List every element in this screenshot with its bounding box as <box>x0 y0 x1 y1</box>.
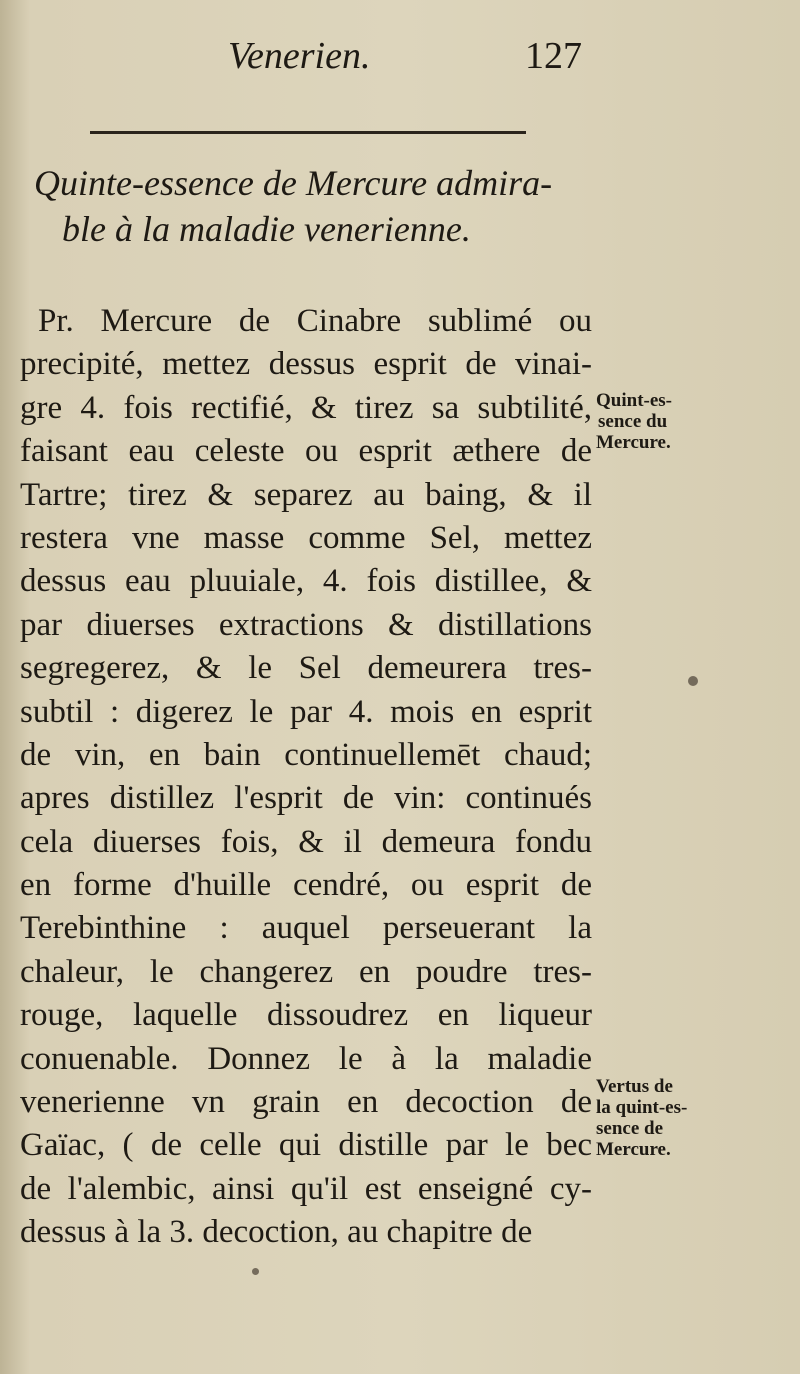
body-line: gre 4. fois rectifié, & tirez sa subtilité, <box>20 389 592 426</box>
body-line: chaleur, le changerez en poudre tres- <box>20 953 592 990</box>
ink-spot <box>688 676 698 686</box>
margin-note-line: Mercure. <box>596 432 671 453</box>
body-line: Tartre; tirez & separez au baing, & il <box>20 476 592 513</box>
margin-note-line: Vertus de <box>596 1076 673 1097</box>
body-line: conuenable. Donnez le à la maladie <box>20 1040 592 1077</box>
body-line: faisant eau celeste ou esprit æthere de <box>20 433 592 470</box>
body-line: apres distillez l'esprit de vin: continués <box>20 780 592 817</box>
section-title <box>34 160 614 252</box>
margin-note-quintessence <box>596 390 796 453</box>
running-head-title: Venerien. <box>228 35 371 77</box>
page-number: 127 <box>525 35 582 77</box>
body-line: restera vne masse comme Sel, mettez <box>20 519 592 556</box>
section-title-line-2: ble à la maladie venerienne. <box>62 209 471 249</box>
body-line: Terebinthine : auquel perseuerant la <box>20 910 592 947</box>
body-line: cela diuerses fois, & il demeura fondu <box>20 823 592 860</box>
body-line: dessus eau pluuiale, 4. fois distillee, & <box>20 563 592 600</box>
ink-spot <box>252 1268 259 1275</box>
body-line: de vin, en bain continuellemēt chaud; <box>20 736 592 773</box>
body-line: segregerez, & le Sel demeurera tres- <box>20 650 592 687</box>
running-head <box>0 28 800 88</box>
body-line: Gaïac, ( de celle qui distille par le bec <box>20 1127 592 1164</box>
header-rule <box>90 131 526 134</box>
body-text <box>20 300 592 1255</box>
body-line: en forme d'huille cendré, ou esprit de <box>20 867 592 904</box>
body-line: dessus à la 3. decoction, au chapitre de <box>20 1214 533 1251</box>
body-line: Pr. Mercure de Cinabre sublimé ou <box>38 303 592 339</box>
margin-note-line: la quint-es- <box>596 1097 688 1118</box>
margin-note-line: sence de <box>596 1118 664 1139</box>
margin-note-line: Mercure. <box>596 1139 671 1160</box>
body-line: venerienne vn grain en decoction de <box>20 1084 592 1121</box>
body-line: de l'alembic, ainsi qu'il est enseigné cy- <box>20 1170 592 1207</box>
margin-note-vertus <box>596 1076 796 1160</box>
body-line: par diuerses extractions & distillations <box>20 606 592 643</box>
margin-note-line: sence du <box>598 411 668 432</box>
section-title-line-1: Quinte-essence de Mercure admira- <box>34 163 553 203</box>
body-line: precipité, mettez dessus esprit de vinai- <box>20 346 592 383</box>
body-line: rouge, laquelle dissoudrez en liqueur <box>20 997 592 1034</box>
body-line: subtil : digerez le par 4. mois en esprit <box>20 693 592 730</box>
margin-note-line: Quint-es- <box>596 390 672 411</box>
